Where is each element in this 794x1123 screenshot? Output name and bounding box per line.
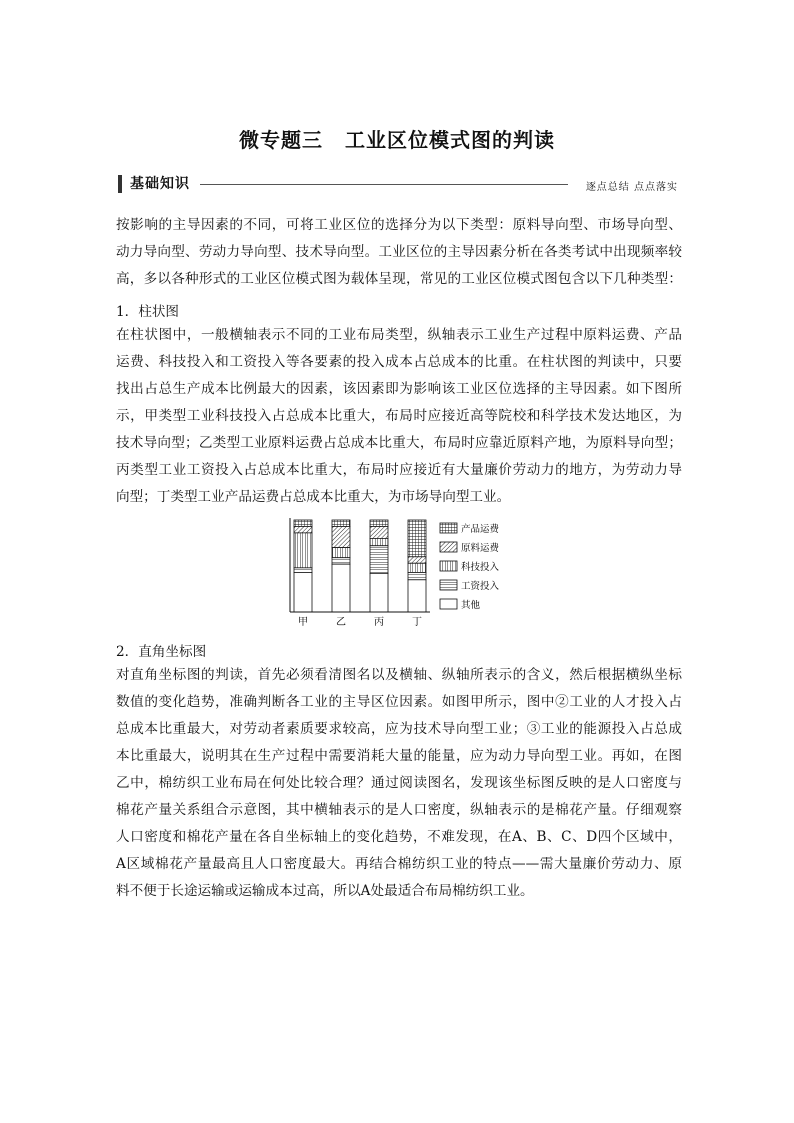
text-line: 料不便于长途运输或运输成本过高，所以A处最适合布局棉纺织工业。 [116,883,534,899]
legend-label: 原料运费 [461,543,500,554]
bar-segment [408,572,426,579]
text-line: 总成本比重最大，对劳动者素质要求较高，应为技术导向型工业；③工业的能源投入占总成 [116,721,682,737]
bar-segment [370,538,388,545]
text-line: 找出占总生产成本比例最大的因素，该因素即为影响该工业区位选择的主导因素。如下图所 [116,381,682,397]
title-topic: 工业区位模式图的判读 [345,128,555,152]
intro-paragraph [116,212,682,293]
section1-heading: 1．柱状图 [116,304,180,320]
x-tick-label: 丙 [374,617,384,628]
legend-swatch [440,542,457,552]
legend-label: 其他 [461,600,481,611]
text-line: 运费、科技投入和工资投入等各要素的投入成本占总成本的比重。在柱状图的判读中，只要 [116,354,682,370]
bar-segment [332,564,350,612]
legend-swatch [440,561,457,571]
bar-segment [370,520,388,526]
bar-segment [408,557,426,563]
text-line: 数值的变化趋势，准确判断各工业的主导区位因素。如图甲所示，图中②工业的人才投入占 [116,694,682,710]
section-label: 基础知识 [118,175,196,193]
section-bar [118,173,678,195]
text-line: 棉花产量关系组合示意图，其中横轴表示的是人口密度，纵轴表示的是棉花产量。仔细观察 [116,802,682,818]
section-side-note: 逐点总结 点点落实 [585,182,678,193]
bar-segment [332,548,350,558]
bar-segment [370,546,388,574]
bar-segment [332,558,350,564]
title-series: 微专题三 [239,128,323,152]
text-line: 按影响的主导因素的不同，可将工业区位的选择分为以下类型：原料导向型、市场导向型、 [116,217,682,233]
legend-swatch [440,523,457,533]
text-line: 人口密度和棉花产量在各自坐标轴上的变化趋势，不难发现，在A、B、C、D四个区域中， [116,829,682,845]
legend-swatch [440,580,457,590]
bar-segment [408,520,426,557]
section-rule [200,184,568,185]
section2-paragraph [116,662,682,905]
text-line: 在柱状图中，一般横轴表示不同的工业布局类型，纵轴表示工业生产过程中原料运费、产品 [116,327,682,343]
legend-label: 科技投入 [461,562,500,573]
bar-segment [370,526,388,538]
text-line: 示，甲类型工业科技投入占总成本比重大，布局时应接近高等院校和科学技术发达地区，为 [116,408,682,424]
text-line: A区域棉花产量最高且人口密度最大。再结合棉纺织工业的特点——需大量廉价劳动力、原 [116,856,682,872]
text-line: 丙类型工业工资投入占总成本比重大，布局时应接近有大量廉价劳动力的地方，为劳动力导 [116,462,682,478]
legend-swatch [440,599,457,609]
text-line: 动力导向型、劳动力导向型、技术导向型。工业区位的主导因素分析在各类考试中出现频率较 [116,244,682,260]
text-line: 高，多以各种形式的工业区位模式图为载体呈现，常见的工业区位模式图包含以下几种类型： [116,271,682,287]
text-line: 向型；丁类型工业产品运费占总成本比重大，为市场导向型工业。 [116,489,511,505]
text-line: 本比重最大，说明其在生产过程中需要消耗大量的能量，应为动力导向型工业。再如，在图 [116,748,682,764]
bar-segment [332,526,350,547]
text-line: 技术导向型；乙类型工业原料运费占总成本比重大，布局时应靠近原料产地，为原料导向型； [116,435,682,451]
bar-segment [294,533,312,568]
bar-segment [294,526,312,532]
text-line: 对直角坐标图的判读，首先必须看清图名以及横轴、纵轴所表示的含义，然后根据横纵坐标 [116,667,682,683]
text-line: 乙中，棉纺织工业布局在何处比较合理？通过阅读图名，发现该坐标图反映的是人口密度与 [116,775,682,791]
bar-segment [294,520,312,526]
stacked-bar-chart [280,512,520,630]
x-tick-label: 甲 [298,617,308,628]
bar-segment [294,568,312,573]
bar-segment [408,580,426,612]
bar-segment [408,563,426,572]
bar-segment [294,572,312,612]
section2-heading: 2．直角坐标图 [116,644,207,660]
section1-paragraph [116,322,682,511]
x-tick-label: 丁 [412,617,422,628]
page-title [0,124,794,153]
legend-label: 工资投入 [461,581,500,592]
x-tick-label: 乙 [336,617,346,628]
bar-segment [370,573,388,612]
chart-svg [280,512,520,630]
legend-label: 产品运费 [461,524,500,535]
bar-segment [332,520,350,526]
